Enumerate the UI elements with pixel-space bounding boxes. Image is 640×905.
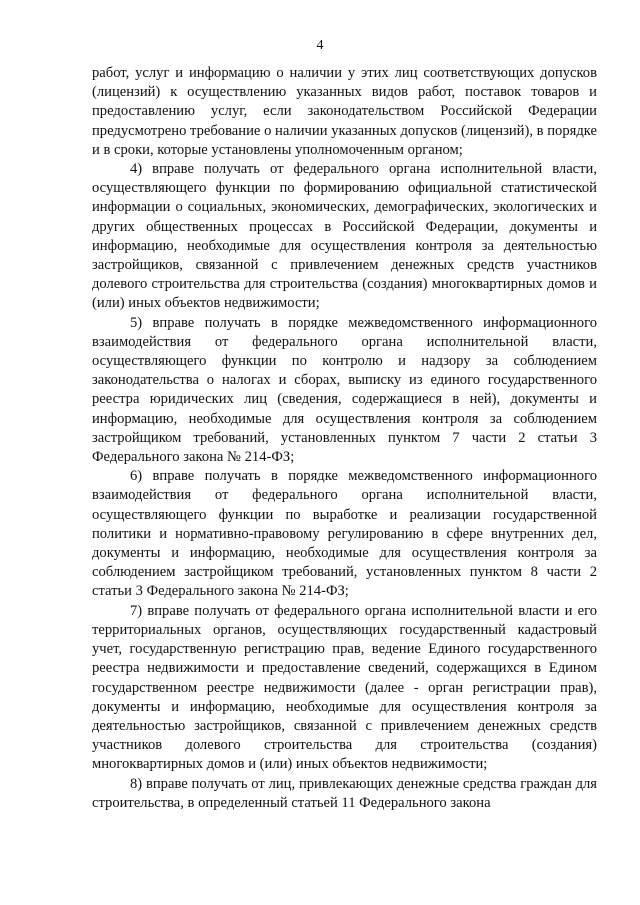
document-body <box>92 64 597 813</box>
paragraph-item-4: 4) вправе получать от федерального органа исполнительной власти, осуществляющего функции по формированию официальной статистической информации о социальных, экономических, демографических, экологических и других общественных процессах в Российской Федерации, документы и информацию, необходимые для осуществления контроля за деятельностью застройщиков, связанной с привлечением денежных средств участников долевого строительства для строительства (создания) многоквартирных домов и (или) иных объектов недвижимости; <box>92 161 597 312</box>
paragraph-continuation: работ, услуг и информацию о наличии у этих лиц соответствующих допусков (лицензий) к осуществлению указанных видов работ, поставок товаров и предоставлению услуг, если законодательством Российской Федерации предусмотрено требование о наличии указанных допусков (лицензий), в порядке и в сроки, которые установлены уполномоченным органом; <box>92 65 597 158</box>
paragraph-item-7: 7) вправе получать от федерального органа исполнительной власти и его территориальных органов, осуществляющих государственный кадастровый учет, государственную регистрацию прав, ведение Единого государственного реестра недвижимости и предоставление сведений, содержащихся в Едином государственном реестре недвижимости (далее - орган регистрации прав), документы и информацию, необходимые для осуществления контроля за деятельностью застройщиков, связанной с привлечением денежных средств участников долевого строительства для строительства (создания) многоквартирных домов и (или) иных объектов недвижимости; <box>92 602 597 773</box>
paragraph-item-5: 5) вправе получать в порядке межведомственного информационного взаимодействия от федерального органа исполнительной власти, осуществляющего функции по контролю и надзору за соблюдением законодательства о налогах и сборах, выписку из единого государственного реестра юридических лиц (сведения, содержащиеся в ней), документы и информацию, необходимые для осуществления контроля за соблюдением застройщиком требований, установленных пунктом 7 части 2 статьи 3 Федерального закона № 214-ФЗ; <box>92 314 597 466</box>
paragraph-item-8: 8) вправе получать от лиц, привлекающих денежные средства граждан для строительства, в определенный статьей 11 Федерального закона <box>92 775 597 811</box>
page-number: 4 <box>316 38 324 53</box>
paragraph-item-6: 6) вправе получать в порядке межведомственного информационного взаимодействия от федерального органа исполнительной власти, осуществляющего функции по выработке и реализации государственной политики и нормативно-правовому регулированию в сфере внутренних дел, документы и информацию, необходимые для осуществления контроля за соблюдением застройщиком требований, установленных пунктом 8 части 2 статьи 3 Федерального закона № 214-ФЗ; <box>92 468 597 600</box>
